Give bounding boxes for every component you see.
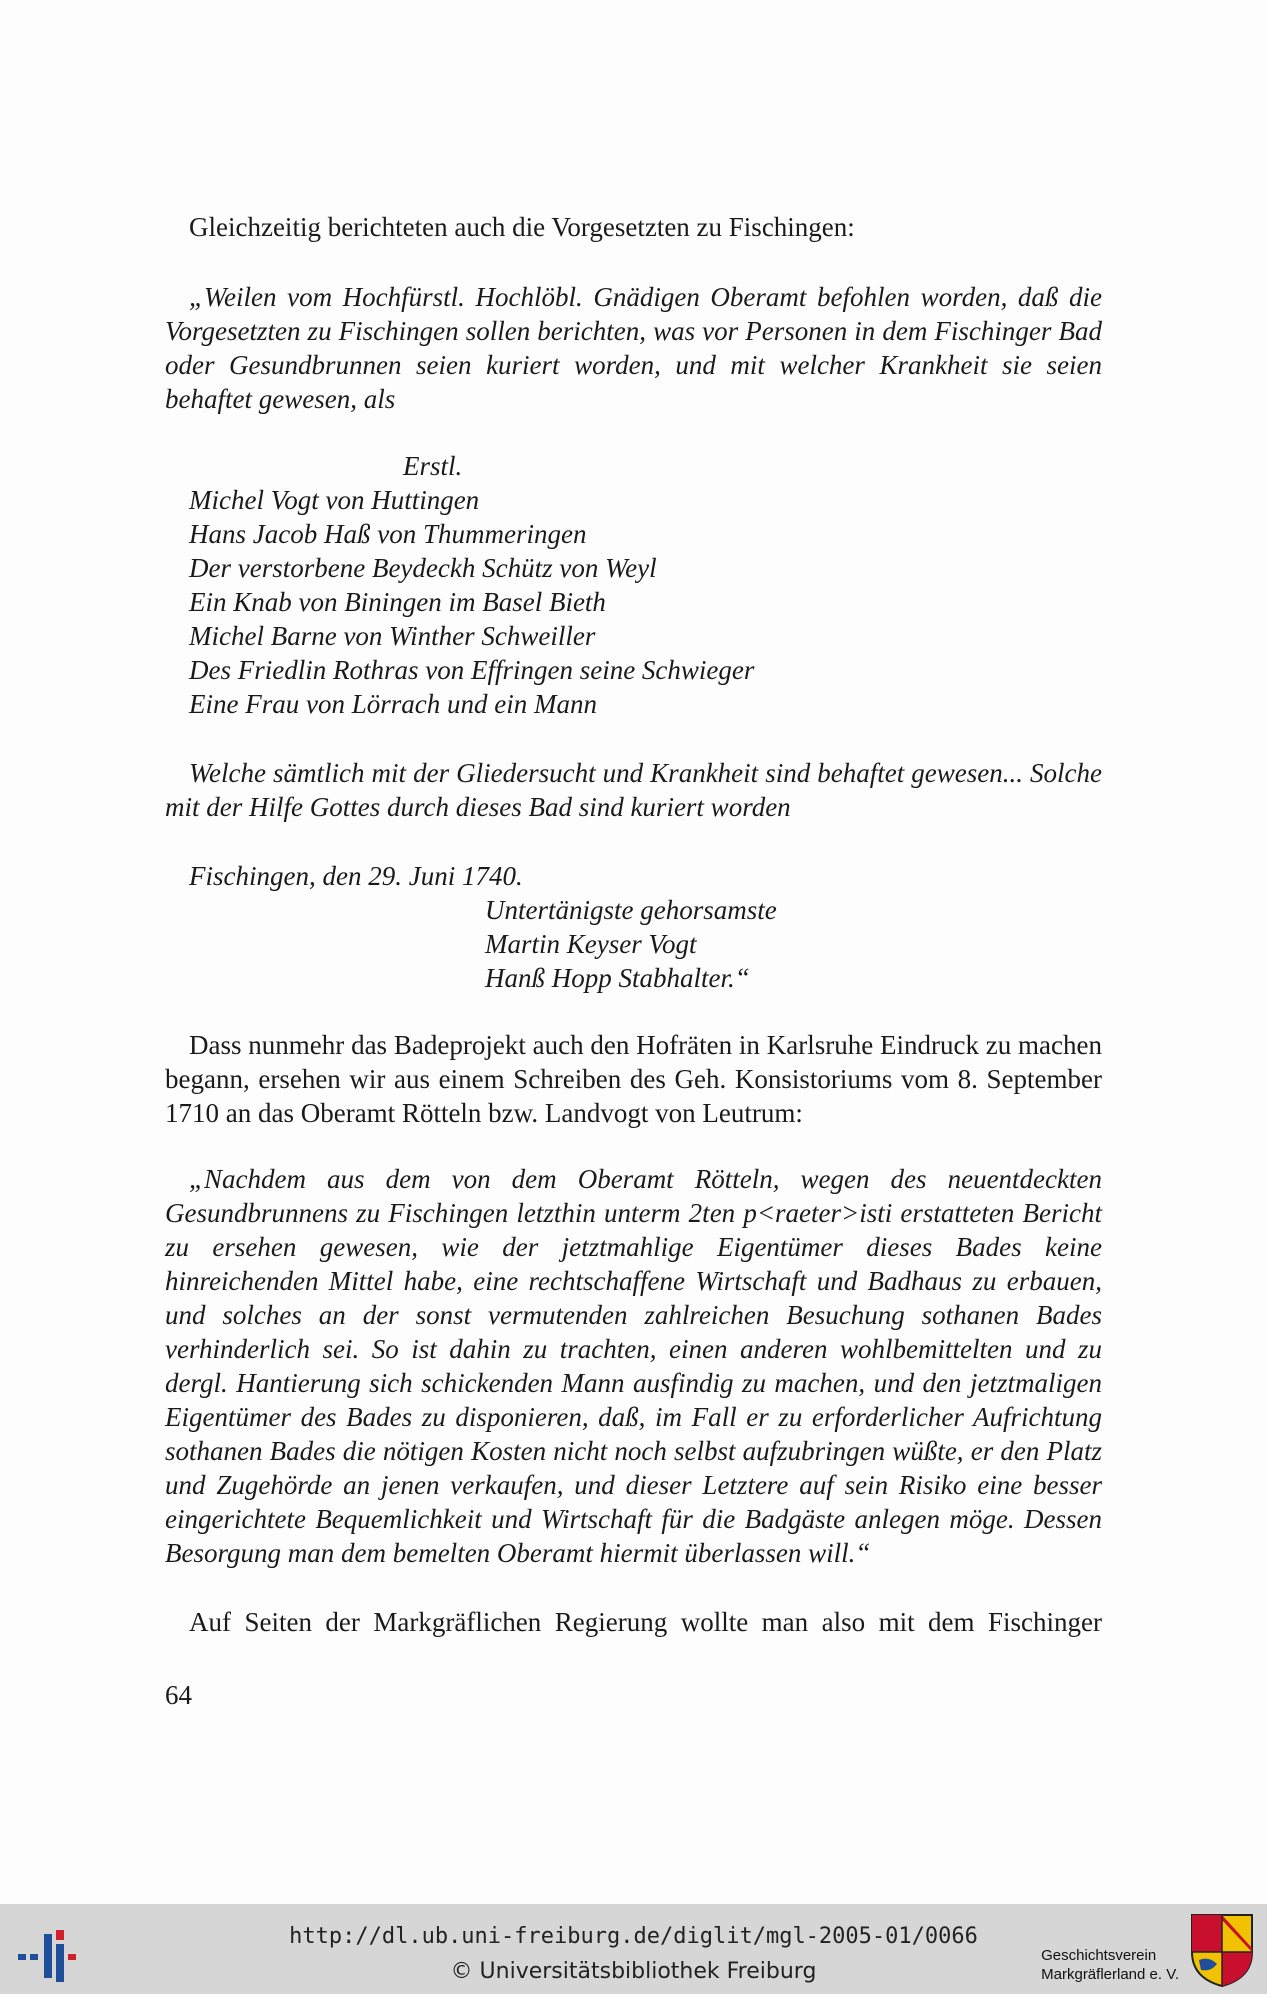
para2-text: Dass nunmehr das Badeprojekt auch den Hofräten in Karlsruhe Eindruck zu machen begann, ersehen wir aus einem Schreiben des Geh. Konsistoriums vom 8. September 1710 an das Oberamt Rötteln bzw. Landvogt von Leutrum: (165, 1030, 1102, 1128)
list-item: Der verstorbene Beydeckh Schütz von Weyl (189, 553, 657, 583)
para3-text: Auf Seiten der Markgräflichen Regierung wollte man also mit dem Fischinger (189, 1607, 1102, 1637)
list-item: Ein Knab von Biningen im Basel Bieth (189, 587, 606, 617)
body-paragraph-2 (165, 1028, 1102, 1130)
list-item: Hans Jacob Haß von Thummeringen (189, 519, 587, 549)
date-line: Fischingen, den 29. Juni 1740. (189, 861, 523, 891)
source-url-link[interactable]: http://dl.ub.uni-freiburg.de/diglit/mgl-2005-01/0066 (289, 1924, 978, 1949)
body-paragraph-3 (165, 1605, 1102, 1639)
org-name (1041, 1946, 1179, 1984)
intro-paragraph (165, 210, 1102, 244)
quote3-text: „Nachdem aus dem von dem Oberamt Rötteln, wegen des neuentdeckten Gesundbrunnens zu Fischingen letzthin unterm 2ten p<raeter>isti erstatteten Bericht zu ersehen gewesen, wie der jetztmahlige Eigentümer dieses Bades keine hinreichenden Mittel habe, eine rechtschaffene Wirtschaft und Badhaus zu erbauen, und solches an der sonst vermutenden zahlreichen Besuchung sothanen Bades verhinderlich sei. So ist dahin zu trachten, einen anderen wohlbemittelten und zu dergl. Hantierung sich schickenden Mann ausfindig zu machen, und den jetztmaligen Eigentümer des Bades zu disponieren, daß, im Fall er zu erforderlicher Aufrichtung sothanen Bades die nötigen Kosten nicht noch selbst aufzubringen wüßte, er den Platz und Zugehörde an jenen verkaufen, und dieser Letztere auf sein Risiko eine besser eingerichtete Bequemlichkeit und Wirtschaft für die Badgäste anlegen möge. Dessen Besorgung man dem bemelten Oberamt hiermit überlassen will.“ (165, 1164, 1102, 1568)
quote-block-1 (165, 280, 1102, 416)
intro-text: Gleichzeitig berichteten auch die Vorgesetzten zu Fischingen: (189, 212, 855, 242)
quote-block-2 (165, 756, 1102, 824)
quote2-text: Welche sämtlich mit der Gliedersucht und Krankheit sind behaftet gewesen... Solche mit der Hilfe Gottes durch dieses Bad sind kuriert worden (165, 758, 1102, 822)
signature-line: Untertänigste gehorsamste (485, 895, 777, 925)
names-list (165, 449, 1102, 721)
list-item: Des Friedlin Rothras von Effringen seine Schwieger (189, 655, 755, 685)
org-name-line-1: Geschichtsverein (1041, 1947, 1157, 1964)
list-item: Michel Barne von Winther Schweiller (189, 621, 596, 651)
list-item: Eine Frau von Lörrach und ein Mann (189, 689, 597, 719)
list-item: Michel Vogt von Huttingen (189, 485, 480, 515)
page-number: 64 (165, 1680, 192, 1710)
quote-block-3 (165, 1162, 1102, 1570)
quote1-text: „Weilen vom Hochfürstl. Hochlöbl. Gnädigen Oberamt befohlen worden, daß die Vorgesetzten zu Fischingen sollen berichten, was vor Personen in dem Fischinger Bad oder Gesundbrunnen seien kuriert worden, und mit welcher Krankheit sie seien behaftet gewesen, als (165, 282, 1102, 414)
list-heading: Erstl. (403, 451, 463, 481)
signature-block (165, 859, 1102, 995)
coat-of-arms-icon (1189, 1912, 1255, 1988)
copyright-text: © Universitätsbibliothek Freiburg (450, 1959, 817, 1984)
signature-line: Hanß Hopp Stabhalter.“ (485, 963, 750, 993)
footer-bar (0, 1904, 1267, 1994)
org-name-line-2: Markgräflerland e. V. (1041, 1966, 1179, 1983)
signature-line: Martin Keyser Vogt (485, 929, 697, 959)
